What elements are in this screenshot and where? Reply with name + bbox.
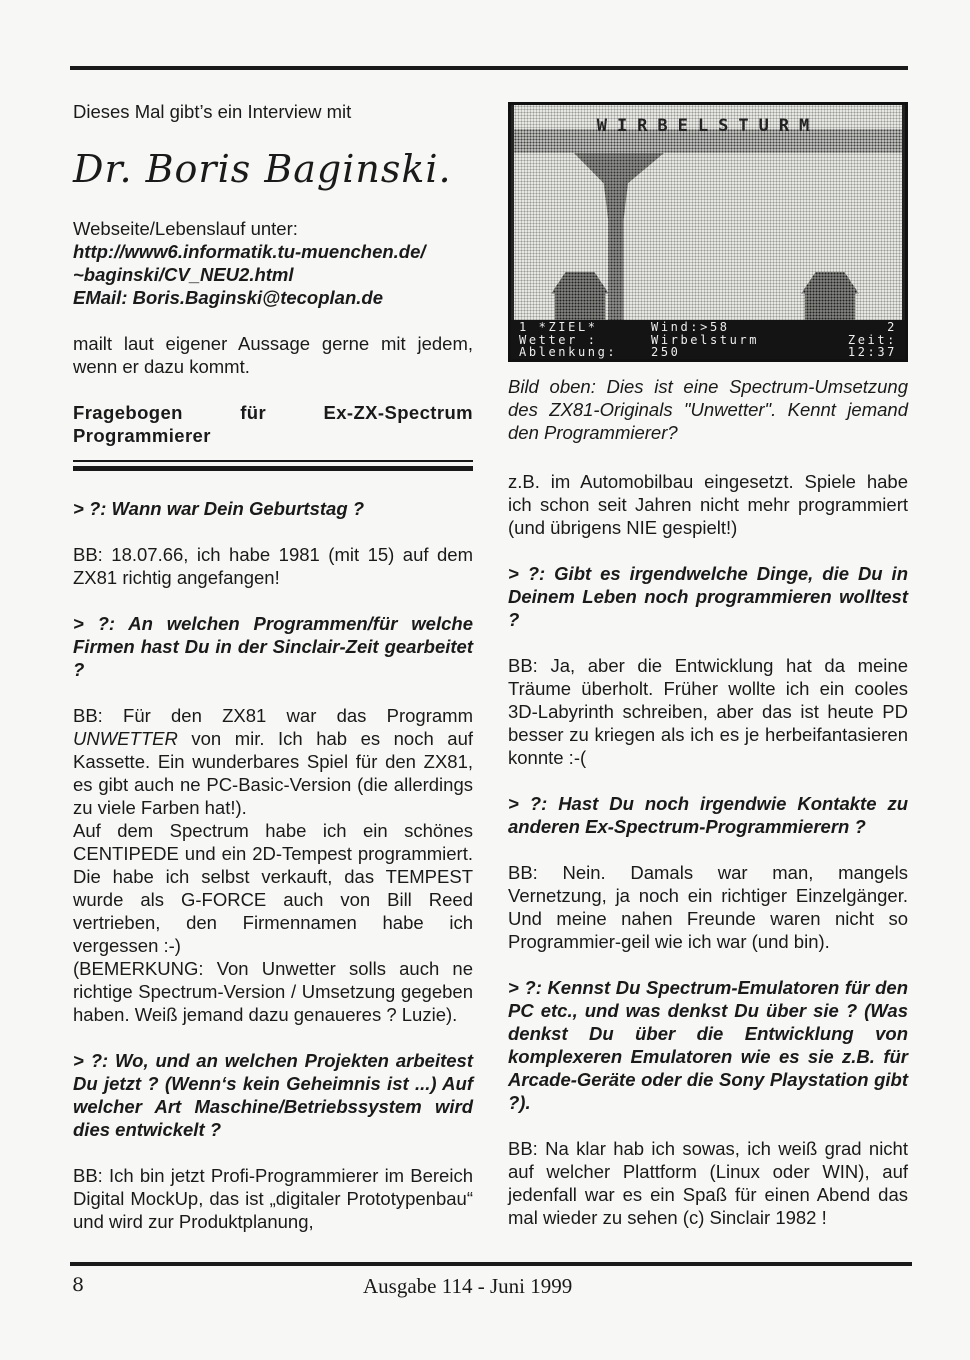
status-row-2: Wetter : Wirbelsturm Zeit:: [519, 332, 897, 347]
game-status-bar: [511, 320, 905, 359]
image-caption: Bild oben: Dies ist eine Spectrum-Umsetzung des ZX81-Originals "Unwetter". Kennt jemand den Programmierer?: [508, 376, 908, 443]
url-line-2: ~baginski/CV_NEU2.html: [73, 264, 294, 285]
interviewee-name: Dr. Boris Baginski.: [73, 147, 452, 191]
question-1: > ?: Wann war Dein Geburtstag ?: [73, 498, 365, 519]
email: EMail: Boris.Baginski@tecoplan.de: [73, 287, 383, 308]
answer-4: BB: Ja, aber die Entwicklung hat da meine Träume überholt. Früher wollte ich ein cooles 3D-Labyrinth schreiben, aber das ist heute PD besser zu kriegen als ich es je herbeifantasieren konnte :-(: [508, 655, 908, 768]
left-column: [73, 96, 473, 1233]
answer-2: BB: Für den ZX81 war das Programm UNWETTER von mir. Ich hab es noch auf Kassette. Ein wunderbares Spiel für den ZX81, es gibt auch ne PC-Basic-Version (die allerdings zu viele Farben hat!).: [73, 705, 473, 818]
answer-1: BB: 18.07.66, ich habe 1981 (mit 15) auf dem ZX81 richtig angefangen!: [73, 544, 473, 588]
intro-text: Dieses Mal gibt’s ein Interview mit: [73, 101, 352, 122]
answer-3: BB: Ich bin jetzt Profi-Programmierer im Bereich Digital MockUp, das ist „digitaler Prototypenbau“ und wird zur Produktplanung,: [73, 1165, 473, 1232]
question-5: > ?: Hast Du noch irgendwie Kontakte zu anderen Ex-Spectrum-Programmierern ?: [508, 793, 908, 837]
webseite-label: Webseite/Lebenslauf unter:: [73, 218, 298, 239]
section-title: Fragebogen für Ex-ZX-Spectrum Programmierer: [73, 402, 473, 446]
game-title: WIRBELSTURM: [596, 116, 820, 136]
question-4: > ?: Gibt es irgendwelche Dinge, die Du in Deinem Leben noch programmieren wolltest ?: [508, 563, 908, 630]
answer-2-paragraph-2: Auf dem Spectrum habe ich ein schönes CENTIPEDE und ein 2D-Tempest programmiert. Die habe ich selbst verkauft, das TEMPEST wurde als G-FORCE auch von Bill Reed vertrieben, den Firmennamen habe ich vergessen :-): [73, 820, 473, 956]
mail-note: mailt laut eigener Aussage gerne mit jedem, wenn er dazu kommt.: [73, 333, 473, 377]
answer-3-continued: z.B. im Automobilbau eingesetzt. Spiele habe ich schon seit Jahren nicht mehr programmiert (und übrigens NIE gespielt!): [508, 471, 908, 538]
top-rule: [70, 66, 908, 70]
answer-5: BB: Nein. Damals war man, mangels Vernetzung, ja noch ein richtiger Einzelgänger. Und meine nahen Freunde waren nicht so Programmier-geil wie ich war (und bin).: [508, 862, 908, 952]
right-column: [508, 96, 908, 1229]
contact-block: [73, 217, 473, 309]
status-row-3: Ablenkung: 250 12:37: [519, 345, 897, 359]
question-6: > ?: Kennst Du Spectrum-Emulatoren für den PC etc., und was denkst Du über sie ? (Was denkst Du über die Entwicklung von komplexeren Emulatoren wie es sie z.B. für Arcade-Geräte oder die Sony Playstation gibt ?).: [508, 977, 908, 1113]
section-divider: [73, 460, 473, 471]
page-number: 8: [72, 1274, 85, 1296]
question-2: > ?: An welchen Programmen/für welche Firmen hast Du in der Sinclair-Zeit gearbeitet ?: [73, 613, 473, 680]
status-row-1: 1 *ZIEL* Wind:>58 2: [519, 320, 897, 334]
issue-label: Ausgabe 114 - Juni 1999: [363, 1274, 573, 1298]
url-line-1: http://www6.informatik.tu-muenchen.de/: [73, 241, 426, 262]
question-3: > ?: Wo, und an welchen Projekten arbeitest Du jetzt ? (Wenn‘s kein Geheimnis ist ...) Auf welcher Art Maschine/Betriebssystem wird dies entwickelt ?: [73, 1050, 473, 1140]
answer-6: BB: Na klar hab ich sowas, ich weiß grad nicht auf welcher Plattform (Linux oder WIN), auf jedenfall war es ein Spaß für einen Abend das mal wieder zu sehen (c) Sinclair 1982 !: [508, 1138, 908, 1228]
game-sky: [514, 105, 902, 320]
house-left-icon: [544, 272, 616, 320]
answer-2-remark: (BEMERKUNG: Von Unwetter solls auch ne richtige Spectrum-Version / Umsetzung gegeben haben. Weiß jemand dazu genaueres ? Luzie).: [73, 958, 473, 1025]
footer-rule: [70, 1262, 912, 1266]
game-screenshot: [508, 102, 908, 362]
house-right-icon: [794, 272, 866, 320]
